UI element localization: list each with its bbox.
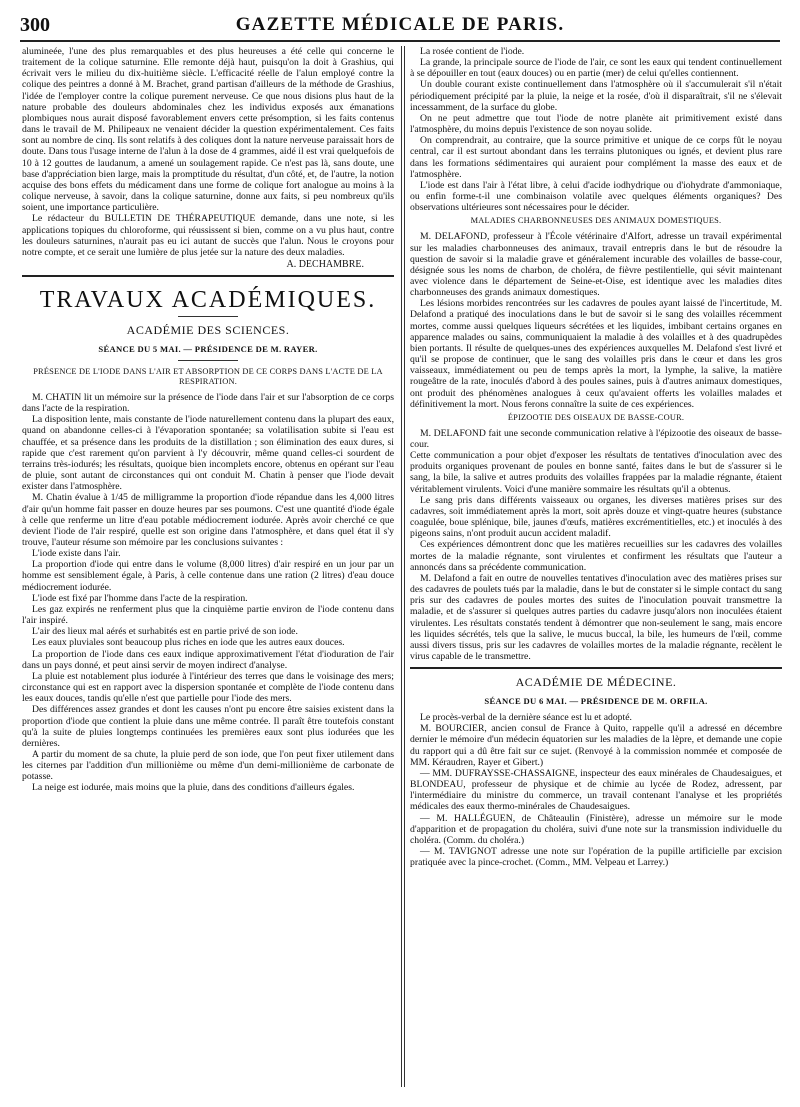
conclusion: Un double courant existe continuellement dans l'atmosphère où il s'accumulerait s'il n'était périodiquement précipité par la pluie, la neige et la rosée, d'où il disparaîtrait, s'il ne s'élevait incessamment, de la surface du globe. <box>410 79 782 113</box>
academy-heading: ACADÉMIE DE MÉDECINE. <box>515 675 677 690</box>
paragraph: — M. TAVIGNOT adresse une note sur l'opération de la pupille artificielle par excision pratiquée avec la pince-crochet. (Comm., MM. Velpeau et Larrey.) <box>410 846 782 869</box>
paragraph: M. BOURCIER, ancien consul de France à Quito, rappelle qu'il a adressé en décembre dernier le mémoire d'un médecin équatorien sur les maladies de la lèpre, et demande une copie du rapport qui a dû être fait sur ce sujet. (Renvoyé à la commission nommée et composée de MM. Kéraudren, Rayer et Gibert.) <box>410 723 782 768</box>
section-title: TRAVAUX ACADÉMIQUES. <box>39 286 377 313</box>
conclusion: Des différences assez grandes et dont les causes n'ont pu encore être saisies existent dans la proportion d'iode que contient la pluie dans une même contrée. Il paraît être toutefois constant qu'à la suite de pluies longtemps continuées les premières eaux sont plus iodurées que les dernières. <box>22 704 394 749</box>
ornament-rule <box>178 360 238 361</box>
page-number: 300 <box>20 14 50 36</box>
conclusion: Les eaux pluviales sont beaucoup plus riches en iode que les autres eaux douces. <box>32 637 345 649</box>
conclusion: Les gaz expirés ne renferment plus que la cinquième partie environ de l'iode contenu dans l'air inspiré. <box>22 603 394 627</box>
signature: A. DECHAMBRE. <box>286 258 364 270</box>
paragraph: La disposition lente, mais constante de l'iode naturellement contenu dans la plupart des eaux, quand on abandonne celles-ci à l'évaporation spontanée; sa volatilisation subite si l'eau est chauffée, et sa présence dans les produits de la distillation ; son élimination des eaux dures, si rapide que c'est rarement qu'on parvient à l'y découvrir, même quand celles-ci sourdent de terrains très-iodurés; les résultats, quoique bien incomplets encore, obtenus en opérant sur l'eau de pluie, sont autant de circonstances qui ont conduit M. Chatin à penser que l'iode devait exister dans l'atmosphère. <box>22 414 394 493</box>
ornament-rule <box>178 316 238 317</box>
paragraph: Le procès-verbal de la dernière séance est lu et adopté. <box>420 712 632 724</box>
subject-heading: ÉPIZOOTIE DES OISEAUX DE BASSE-COUR. <box>507 412 685 422</box>
conclusion: L'air des lieux mal aérés et surhabités est en partie privé de son iode. <box>32 626 298 638</box>
section-rule <box>22 275 394 277</box>
session-heading: SÉANCE DU 6 MAI. — PRÉSIDENCE DE M. ORFILA. <box>484 696 708 707</box>
paragraph: M. Delafond a fait en outre de nouvelles tentatives d'inoculation avec des matières prises sur des cadavres de poulets tués par la maladie, dans le but de constater si le simple contact du sang pris sur des cadavres de poules mortes des suites de l'inoculation pouvait transmettre la maladie, et de s'assurer si quelques autres parties du cadavre jusqu'alors non inoculées étaient virulentes. Les résultats constatés tendent à démontrer que non-seulement le sang, mais encore les liquides sécrétés, tels que la salive, le mucus buccal, la bile, les humeurs de l'œil, comme aussi divers tissus, pris sur les cadavres de volailles mortes de la maladie régnante, recèlent le virus capable de le transmettre. <box>410 572 782 662</box>
subject-heading: PRÉSENCE DE L'IODE DANS L'AIR ET ABSORPTION DE CE CORPS DANS L'ACTE DE LA RESPIRATION. <box>33 366 383 386</box>
conclusion: La proportion de l'iode dans ces eaux indique approximativement l'état d'ioduration de l'air dans un pays donné, et peut ainsi servir de moyen indirect d'analyse. <box>22 648 394 671</box>
conclusion: On ne peut admettre que tout l'iode de notre planète ait primitivement existé dans l'atmosphère, du moins depuis l'existence de son noyau solide. <box>410 112 782 136</box>
paragraph: Les lésions morbides rencontrées sur les cadavres de poules ayant laissé de l'incertitude, M. Delafond a pratiqué des inoculations dans le but de savoir si le sang des volailles récemment mortes, comme aussi quelques liqueurs sécrétées et les liquides, imbibant certains organes en apparence malades ou sains, communiquaient la maladie à des volailles et à des quadrupèdes bien portants. Il résulte de quelques-unes des expériences auxquelles M. Delafond s'est livré et qu'il se propose de continuer, que le sang des volailles pris dans le cœur et dans les gros vaisseaux, immédiatement ou peu de temps après la mort, la lymphe, la salive, la matière rougeâtre de la rate, inoculés d'abord à des poules saines, puis à d'autres animaux domestiques, ont produit des phénomènes analogues à ceux qu'avaient offerts les volailles malades et définitivement la mort. Nous ferons connaître la suite de ces expériences. <box>410 298 782 410</box>
paragraph: M. DELAFOND, professeur à l'École vétérinaire d'Alfort, adresse un travail expérimental sur les maladies charbonneuses des animaux, travail entrepris dans le but de résoudre la question de savoir si la maladie grave et généralement incurable des volailles de basse-cour, désignée sous les noms de charbon, de choléra, de fièvre pestilentielle, qui sévit maintenant avec violence dans le département de Seine-et-Oise, est identique avec les maladies dites charbonneuses des grands animaux domestiques. <box>410 231 782 299</box>
paragraph: M. CHATIN lit un mémoire sur la présence de l'iode dans l'air et sur l'absorption de ce corps dans l'acte de la respiration. <box>22 391 394 415</box>
subject-heading: MALADIES CHARBONNEUSES DES ANIMAUX DOMESTIQUES. <box>470 216 722 226</box>
conclusion: La neige est iodurée, mais moins que la pluie, dans des conditions d'ailleurs égales. <box>32 782 355 794</box>
column-divider-second <box>404 46 405 1087</box>
page-header <box>20 14 780 40</box>
paragraph: M. DELAFOND fait une seconde communication relative à l'épizootie des oiseaux de basse-cour. <box>410 427 782 450</box>
left-column <box>22 46 394 1099</box>
paragraph: — MM. DUFRAYSSE-CHASSAIGNE, inspecteur des eaux minérales de Chaudesaigues, et BLONDEAU, professeur de physique et de chimie au lycée de Rodez, adressent, par l'intermédiaire du ministre du commerce, un travail contenant l'analyse et les propriétés médicales des eaux thermo-minérales de Chaudesaigues. <box>410 767 782 813</box>
paragraph: M. Chatin évalue à 1/45 de milligramme la proportion d'iode répandue dans les 4,000 litres d'air qu'un homme fait passer en douze heures par ses poumons. C'est une quantité d'iode égale à celle que renferme un litre d'eau potable médiocrement iodurée. Après avoir cherché ce que devient l'iode de l'air respiré, quelle est son origine dans l'atmosphère, et dans quel état il s'y trouve, l'auteur résume son mémoire par les conclusions suivantes : <box>22 492 394 548</box>
section-rule <box>410 667 782 669</box>
conclusion: La proportion d'iode qui entre dans le volume (8,000 litres) d'air respiré en un jour par un homme est sensiblement égale, à Paris, à celle contenue dans une ration (2 litres) d'eau douce médiocrement iodurée. <box>22 559 394 593</box>
academy-heading: ACADÉMIE DES SCIENCES. <box>126 322 290 337</box>
conclusion: L'iode est fixé par l'homme dans l'acte de la respiration. <box>32 592 248 604</box>
paragraph: Cette communication a pour objet d'exposer les résultats de tentatives d'inoculation avec des produits organiques provenant de poules en bonne santé, faites dans le but de s'assurer si le sang, la bile, la salive et autres produits des volailles frappées par la maladie régnante, étaient véritablement virulents. Voici d'une manière sommaire les résultats qu'il a obtenus. <box>410 450 782 495</box>
journal-title: GAZETTE MÉDICALE DE PARIS. <box>235 14 565 35</box>
column-divider <box>401 46 402 1087</box>
conclusion: La grande, la principale source de l'iode de l'air, ce sont les eaux qui tendent continuellement à se dépouiller en tout (eaux douces) ou en partie (mer) de celui qu'elles contiennent. <box>410 57 782 80</box>
conclusion: L'iode est dans l'air à l'état libre, à celui d'acide iodhydrique ou d'iohydrate d'ammoniaque, ou enfin forme-t-il une combinaison volatile avec quelques éléments organiques? Des observations ultérieures sont nécessaires pour le décider. <box>410 179 782 214</box>
paragraph: alumineée, l'une des plus remarquables et des plus heureuses a été celle qui concerne le traitement de la colique saturnine. Elle remonte déjà haut, puisqu'on la doit à Grashius, qui écrivait vers le milieu du dix-huitième siècle. L'efficacité réelle de l'alun employé contre la colique des peintres a donné à M. Brachet, grand partisan d'ailleurs de la méthode de Grashius, l'idée de l'employer contre la colique purement nerveuse. Ce que nous disions plus haut de la nature probable des douleurs abdominales chez les individus exposés aux émanations plombiques nous aurait disposé favorablement envers cette présomption, si les faits contenus dans le travail de M. Philipeaux ne venaient décider la question expérimentalement. Ces faits sont au nombre de cinq. Ils sont relatifs à des coliques dont la nature nerveuse paraissait hors de doute. Dans tous l'usage interne de l'alun à la dose de 4 grammes, aidé il est vrai quelquefois de 10 à 12 gouttes de laudanum, a amené un soulagement rapide. Ce n'est pas là, sans doute, une base d'appréciation bien large, mais la promptitude du résultat, d'un côté, et, de l'autre, la notion acquise des bons effets du médicament dans une forme de colique fort analogue au moins à la colique nerveuse, à savoir, dans la colique saturnine, donne aux faits, si peu nombreux qu'ils soient, une importance particulière. <box>22 46 394 214</box>
conclusion: La rosée contient de l'iode. <box>420 46 525 57</box>
conclusion: On comprendrait, au contraire, que la source primitive et unique de ce corps fût le noyau central, car il est surtout abondant dans les terrains plutoniques ou ignés, et devient plus rare dans les formations sédimentaires qui auraient pour complément la masse des eaux et de l'atmosphère. <box>410 135 782 180</box>
paragraph: Le sang pris dans différents vaisseaux ou organes, les diverses matières prises sur des cadavres, soit immédiatement après la mort, soit après douze et vingt-quatre heures (substance coagulée, boue splénique, bile, jaunes d'œufs, matières excrémentitielles, etc.) et inoculés à des pigeons sains, n'ont produit aucun accident maladif. <box>410 494 782 540</box>
header-rule <box>20 40 780 42</box>
conclusion: L'iode existe dans l'air. <box>32 548 121 560</box>
paragraph: — M. HALLÉGUEN, de Châteaulin (Finistère), adresse un mémoire sur le mode d'apparition et de propagation du choléra, suivi d'une note sur la transmission individuelle du choléra. (Comm. du choléra.) <box>410 812 782 846</box>
paragraph: Le rédacteur du BULLETIN DE THÉRAPEUTIQUE demande, dans une note, si les applications topiques du chloroforme, qui réussissent si bien, comme on a vu plus haut, contre les douleurs saturnines, n'aurait pas eu ici autant de succès que l'alun. Nous le croyons pour notre compte, et ce serait une lumière de plus jetée sur la nature des deux maladies. <box>22 213 394 258</box>
right-column <box>410 46 782 1099</box>
session-heading: SÉANCE DU 5 MAI. — PRÉSIDENCE DE M. RAYER. <box>98 343 318 354</box>
conclusion: A partir du moment de sa chute, la pluie perd de son iode, que l'on peut fixer utilement dans les citernes par l'addition d'un millionième ou même d'un demi-millionième de carbonate de potasse. <box>22 748 394 783</box>
paragraph: Ces expériences démontrent donc que les matières recueillies sur les cadavres des volailles mortes de la maladie régnante, sont virulentes et confirment les résultats que l'auteur a annoncés dans sa précédente communication. <box>410 539 782 573</box>
conclusion: La pluie est notablement plus iodurée à l'intérieur des terres que dans le voisinage des mers; circonstance qui est en rapport avec la dispersion spontanée et complète de l'iode contenu dans les eaux douces, tandis qu'elle n'est que partielle pour l'iode des mers. <box>22 670 394 705</box>
